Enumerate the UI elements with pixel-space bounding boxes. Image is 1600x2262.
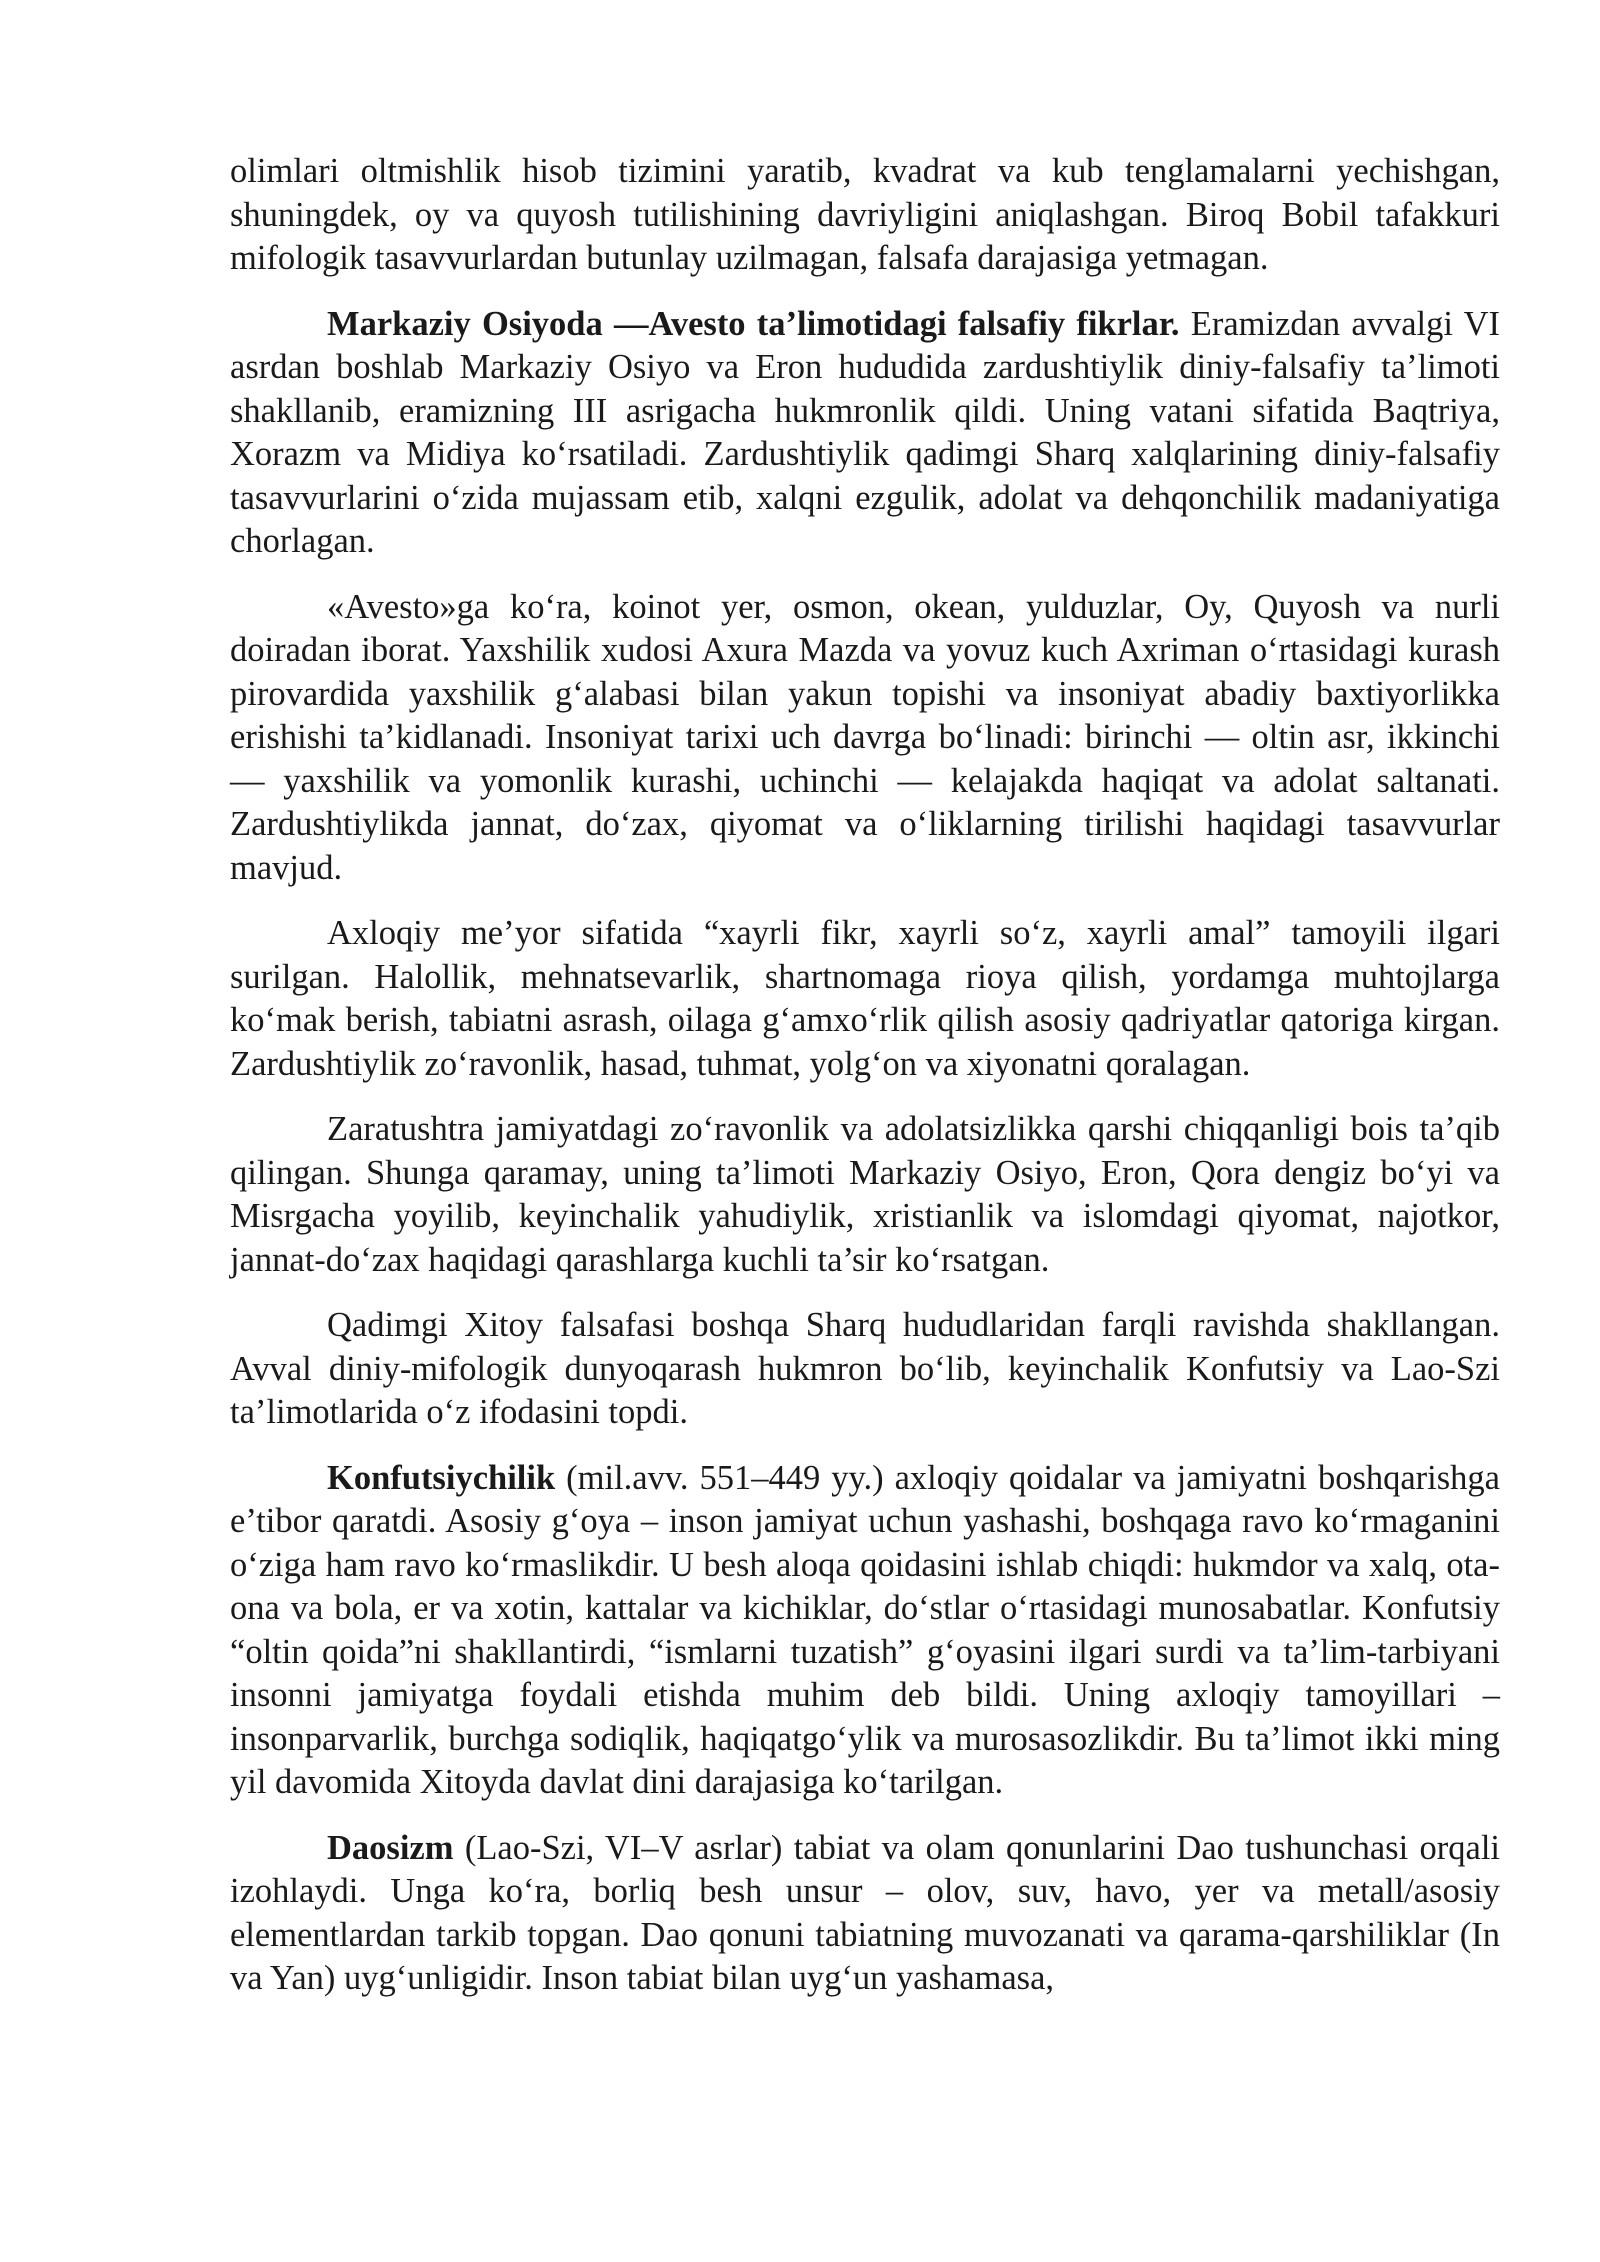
paragraph-china-intro (230, 1304, 1500, 1435)
paragraph-confucianism (230, 1457, 1500, 1805)
paragraph-babylon (230, 150, 1500, 281)
paragraph-text: (mil.avv. 551–449 yy.) axloqiy qoidalar va jamiyatni boshqarishga e’tibor qaratdi. Asosiy g‘oya – inson jamiyat uchun yashashi, boshqaga ravo ko‘rmaganini o‘ziga ham ravo ko‘rmaslikdir. U besh aloqa qoidasini ishlab chiqdi: hukmdor va xalq, ota-ona va bola, er va xotin, kattalar va kichiklar, do‘stlar o‘rtasidagi munosabatlar. Konfutsiy “oltin qoida”ni shakllantirdi, “ismlarni tuzatish” g‘oyasini ilgari surdi va ta’lim-tarbiyani insonni jamiyatga foydali etishda muhim deb bildi. Uning axloqiy tamoyillari – insonparvarlik, burchga sodiqlik, haqiqatgo‘ylik va murosasozlikdir. Bu ta’limot ikki ming yil davomida Xitoyda davlat dini darajasiga ko‘tarilgan. (230, 1458, 1500, 1801)
paragraph-text: «Avesto»ga ko‘ra, koinot yer, osmon, okean, yulduzlar, Oy, Quyosh va nurli doiradan iborat. Yaxshilik xudosi Axura Mazda va yovuz kuch Axriman o‘rtasidagi kurash pirovardida yaxshilik g‘alabasi bilan yakun topishi va insoniyat abadiy baxtiyorlikka erishishi ta’kidlanadi. Insoniyat tarixi uch davrga bo‘linadi: birinchi — oltin asr, ikkinchi — yaxshilik va yomonlik kurashi, uchinchi — kelajakda haqiqat va adolat saltanati. Zardushtiylikda jannat, do‘zax, qiyomat va o‘liklarning tirilishi haqidagi tasavvurlar mavjud. (230, 587, 1500, 887)
paragraph-avesta-intro (230, 303, 1500, 564)
paragraph-text: Eramizdan avvalgi VI asrdan boshlab Markaziy Osiyo va Eron hududida zardushtiylik diniy-falsafiy ta’limoti shakllanib, eramizning III asrigacha hukmronlik qildi. Uning vatani sifatida Baqtriya, Xorazm va Midiya ko‘rsatiladi. Zardushtiylik qadimgi Sharq xalqlarining diniy-falsafiy tasavvurlarini o‘zida mujassam etib, xalqni ezgulik, adolat va dehqonchilik madaniyatiga chorlagan. (230, 304, 1500, 560)
term-daosizm: Daosizm (327, 1828, 454, 1867)
paragraph-text: Zaratushtra jamiyatdagi zo‘ravonlik va adolatsizlikka qarshi chiqqanligi bois ta’qib qilingan. Shunga qaramay, uning ta’limoti Markaziy Osiyo, Eron, Qora dengiz bo‘yi va Misrgacha yoyilib, keyinchalik yahudiylik, xristianlik va islomdagi qiyomat, najotkor, jannat-do‘zax haqidagi qarashlarga kuchli ta’sir ko‘rsatgan. (230, 1110, 1500, 1279)
paragraph-daoism (230, 1827, 1500, 2001)
paragraph-ethics (230, 912, 1500, 1086)
term-konfutsiychilik: Konfutsiychilik (327, 1458, 556, 1497)
paragraph-text: olimlari oltmishlik hisob tizimini yaratib, kvadrat va kub tenglamalarni yechishgan, shuningdek, oy va quyosh tutilishining davriyligini aniqlashgan. Biroq Bobil tafakkuri mifologik tasavvurlardan butunlay uzilmagan, falsafa darajasiga yetmagan. (230, 152, 1500, 277)
paragraph-text: Qadimgi Xitoy falsafasi boshqa Sharq hududlaridan farqli ravishda shakllangan. Avval diniy-mifologik dunyoqarash hukmron bo‘lib, keyinchalik Konfutsiy va Lao-Szi ta’limotlarida o‘z ifodasini topdi. (230, 1306, 1500, 1431)
paragraph-avesta-cosmos (230, 586, 1500, 891)
document-page (230, 150, 1500, 2023)
paragraph-text: (Lao-Szi, VI–V asrlar) tabiat va olam qonunlarini Dao tushunchasi orqali izohlaydi. Unga ko‘ra, borliq besh unsur – olov, suv, havo, yer va metall/asosiy elementlardan tarkib topgan. Dao qonuni tabiatning muvozanati va qarama-qarshiliklar (In va Yan) uyg‘unligidir. Inson tabiat bilan uyg‘un yashamasa, (230, 1828, 1500, 1997)
paragraph-zaratushtra (230, 1108, 1500, 1282)
paragraph-text: Axloqiy me’yor sifatida “xayrli fikr, xayrli so‘z, xayrli amal” tamoyili ilgari surilgan. Halollik, mehnatsevarlik, shartnomaga rioya qilish, yordamga muhtojlarga ko‘mak berish, tabiatni asrash, oilaga g‘amxo‘rlik qilish asosiy qadriyatlar qatoriga kirgan. Zardushtiylik zo‘ravonlik, hasad, tuhmat, yolg‘on va xiyonatni qoralagan. (230, 914, 1500, 1083)
section-heading-avesta: Markaziy Osiyoda —Avesto ta’limotidagi falsafiy fikrlar. (327, 304, 1180, 343)
